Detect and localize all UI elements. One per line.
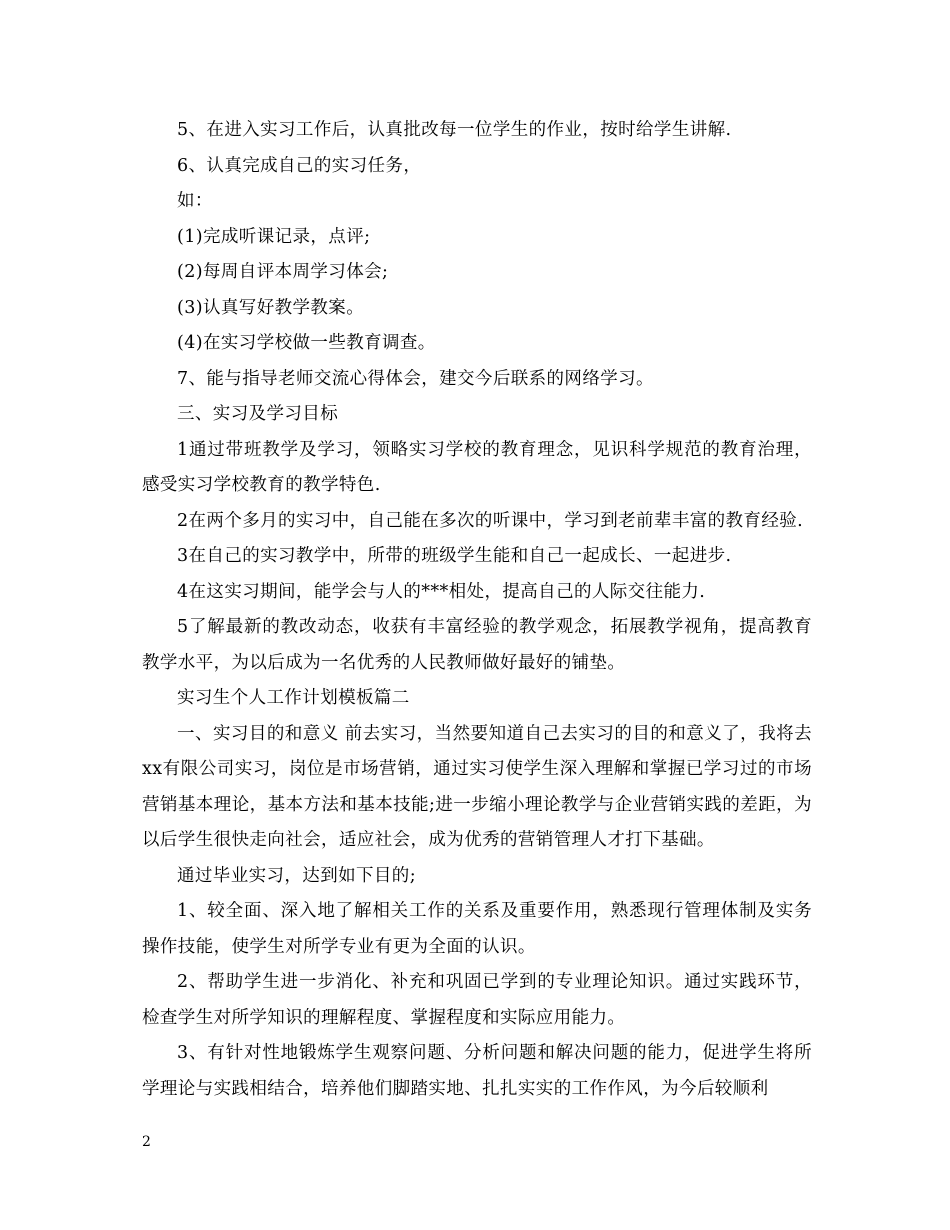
paragraph: 1、较全面、深入地了解相关工作的关系及重要作用，熟悉现行管理体制及实务操作技能，使学生对所学专业有更为全面的认识。 (142, 901, 812, 957)
list-item: (4)在实习学校做一些教育调查。 (177, 333, 436, 353)
section-title: 实习生个人工作计划模板篇二 (177, 688, 410, 708)
paragraph: 一、实习目的和意义 前去实习，当然要知道自己去实习的目的和意义了，我将去xx有限公司实习，岗位是市场营销，通过实习使学生深入理解和掌握已学习过的市场营销基本理论，基本方法和基本技能;进一步缩小理论教学与企业营销实践的差距，为以后学生很快走向社会，适应社会，成为优秀的营销管理人才打下基础。 (142, 723, 812, 850)
list-item: (1)完成听课记录，点评; (177, 226, 371, 247)
page-number: 2 (142, 1134, 151, 1150)
paragraph: 如： (177, 191, 213, 211)
paragraph: 2在两个多月的实习中，自己能在多次的听课中，学习到老前辈丰富的教育经验. (177, 510, 804, 531)
paragraph: 通过毕业实习，达到如下目的; (177, 865, 416, 886)
paragraph: 5、在进入实习工作后，认真批改每一位学生的作业，按时给学生讲解. (177, 120, 732, 140)
paragraph: 5了解最新的教改动态，收获有丰富经验的教学观念，拓展教学视角，提高教育教学水平，为以后成为一名优秀的人民教师做好最好的铺垫。 (142, 617, 812, 673)
paragraph: 6、认真完成自己的实习任务， (177, 155, 422, 176)
paragraph: 3在自己的实习教学中，所带的班级学生能和自己一起成长、一起进步. (177, 546, 732, 566)
section-heading: 三、实习及学习目标 (177, 404, 339, 424)
paragraph: 2、帮助学生进一步消化、补充和巩固已学到的专业理论知识。通过实践环节，检查学生对所学知识的理解程度、掌握程度和实际应用能力。 (142, 972, 812, 1028)
document-body (142, 113, 812, 1107)
list-item: (2)每周自评本周学习体会; (177, 262, 389, 282)
paragraph: 7、能与指导老师交流心得体会，建交今后联系的网络学习。 (177, 368, 654, 389)
paragraph: 4在这实习期间，能学会与人的***相处，提高自己的人际交往能力. (177, 581, 706, 602)
list-item: (3)认真写好教学教案。 (177, 297, 365, 318)
paragraph: 3、有针对性地锻炼学生观察问题、分析问题和解决问题的能力，促进学生将所学理论与实践相结合，培养他们脚踏实地、扎扎实实的工作作风，为今后较顺利 (142, 1043, 812, 1099)
paragraph: 1通过带班教学及学习，领略实习学校的教育理念，见识科学规范的教育治理，感受实习学校教育的教学特色. (142, 439, 812, 495)
